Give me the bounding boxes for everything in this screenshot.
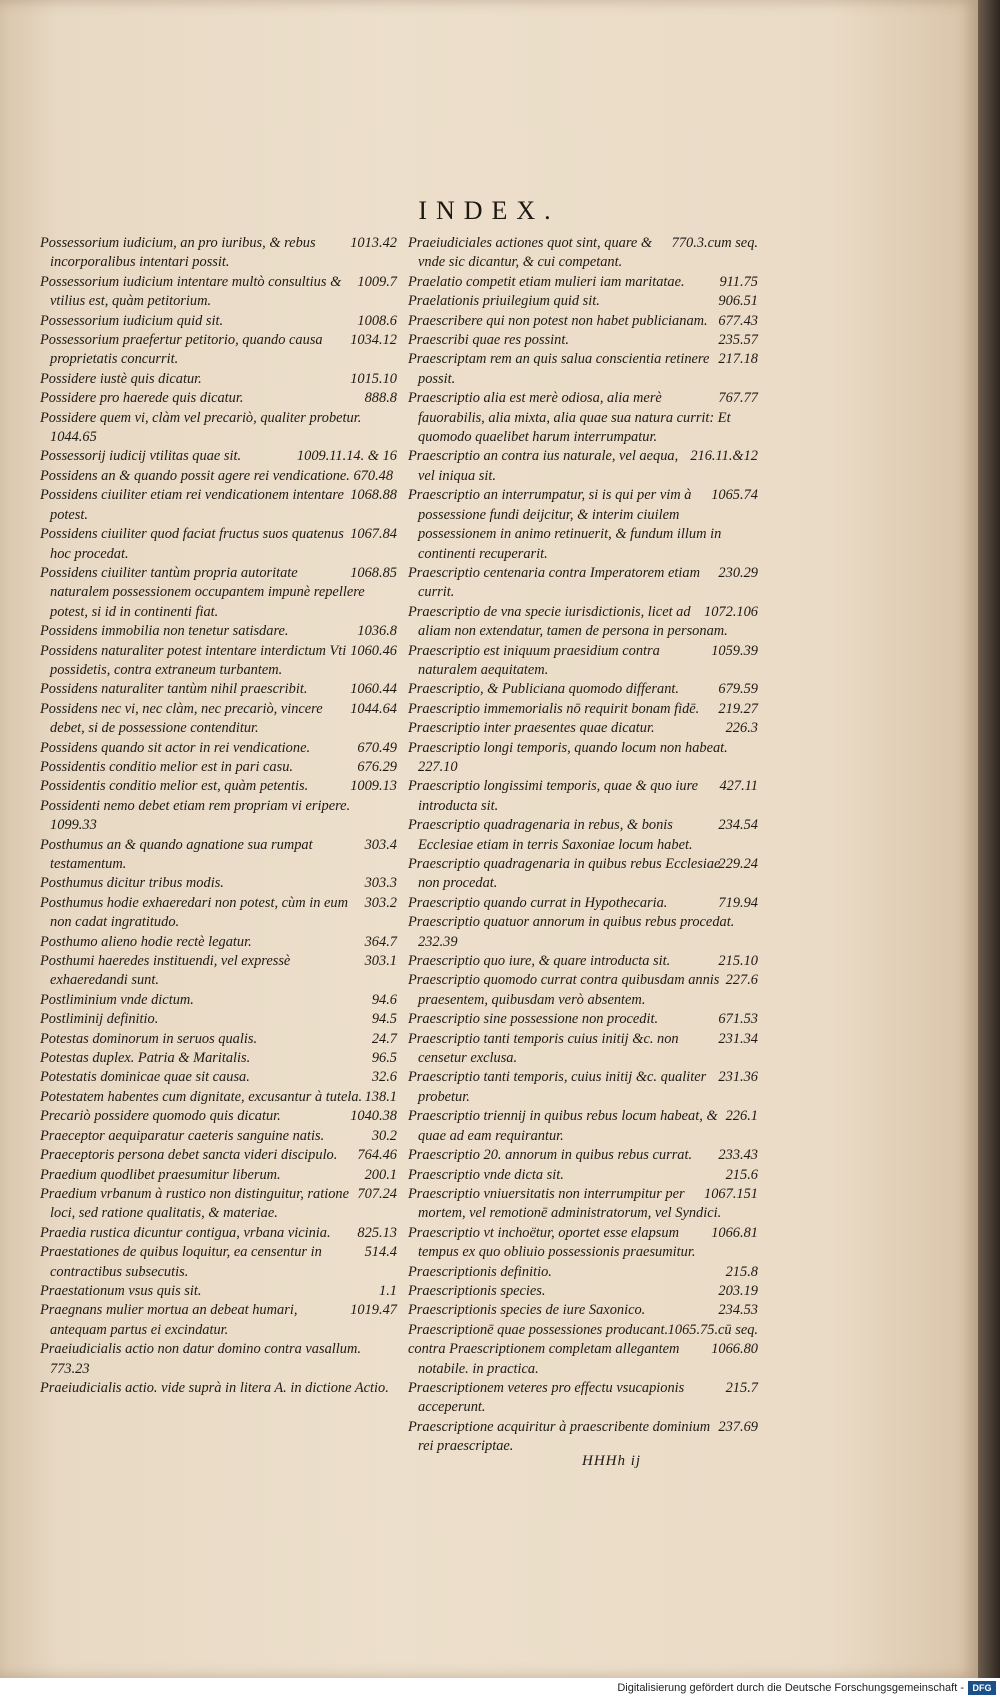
dfg-logo: DFG bbox=[968, 1681, 996, 1695]
entry-text: Praedia rustica dicuntur contigua, vrbana vicinia. bbox=[40, 1224, 331, 1241]
index-entry bbox=[408, 700, 758, 719]
index-entry bbox=[408, 1010, 758, 1029]
index-entry bbox=[40, 874, 397, 893]
entry-text: Praescriptio quadragenaria in rebus, & bonis Ecclesiae etiam in terris Saxoniae locum habet. bbox=[408, 817, 693, 853]
page-reference: 1066.80 bbox=[711, 1341, 758, 1358]
index-entry bbox=[40, 1010, 397, 1029]
page-reference: 32.6 bbox=[371, 1069, 397, 1086]
index-entry bbox=[40, 797, 397, 836]
entry-text: Praeceptoris persona debet sancta videri discipulo. bbox=[40, 1147, 338, 1164]
page-reference: 427.11 bbox=[719, 778, 758, 795]
page-reference: 227.6 bbox=[725, 972, 758, 989]
index-entry bbox=[40, 1030, 397, 1049]
page-reference: 1068.85 bbox=[350, 564, 397, 581]
page-reference: 679.59 bbox=[718, 681, 758, 698]
index-entry bbox=[40, 525, 397, 564]
entry-text: Praescriptionē quae possessiones producant. bbox=[408, 1321, 669, 1338]
entry-text: Praescriptio vt inchoëtur, oportet esse elapsum tempus ex quo obliuio possessionis praesumitur. bbox=[408, 1224, 696, 1261]
index-entry bbox=[408, 1146, 758, 1165]
footer-credit: Digitalisierung gefördert durch die Deutsche Forschungsgemeinschaft - bbox=[617, 1682, 964, 1694]
page-reference: 676.29 bbox=[357, 758, 397, 775]
entry-text: Praescriptio, & Publiciana quomodo differant. bbox=[408, 681, 680, 698]
entry-text: Potestas duplex. Patria & Maritalis. bbox=[40, 1050, 251, 1067]
page-reference: 219.27 bbox=[718, 700, 758, 717]
page-reference: 1009.11.14. & 16 bbox=[296, 448, 397, 465]
index-entry bbox=[408, 1030, 758, 1069]
index-entry bbox=[40, 1146, 397, 1165]
page-reference: 1065.75.cū seq. bbox=[667, 1321, 758, 1338]
page-reference: 1019.47 bbox=[350, 1302, 397, 1319]
page-reference: 203.19 bbox=[718, 1282, 758, 1299]
entry-text: Praestationes de quibus loquitur, ea censentur in contractibus subsecutis. bbox=[40, 1244, 322, 1280]
entry-text: Praescriptio quo iure, & quare introducta sit. bbox=[408, 953, 671, 970]
index-entry bbox=[40, 389, 397, 408]
entry-text: Possidens ciuiliter etiam rei vendicationem intentare potest. bbox=[40, 487, 344, 523]
page-reference: 888.8 bbox=[364, 390, 397, 407]
index-entry bbox=[40, 1185, 397, 1224]
entry-text: Possidens immobilia non tenetur satisdare. bbox=[40, 623, 289, 640]
signature-mark: HHHh ij bbox=[582, 1453, 642, 1469]
entry-text: Possessorij iudicij vtilitas quae sit. bbox=[40, 448, 242, 465]
page-reference: 94.5 bbox=[371, 1011, 397, 1028]
entry-text: Praescriptio triennij in quibus rebus locum habeat, & quae ad eam requirantur. bbox=[408, 1108, 718, 1144]
page-reference: 1015.10 bbox=[350, 370, 397, 387]
entry-text: Praescriptio de vna specie iurisdictionis, licet ad aliam non extendatur, tamen de persona in personam. bbox=[408, 603, 728, 640]
entry-text: Possidens nec vi, nec clàm, nec precariò, vincere debet, si de possessione contenditur. bbox=[40, 700, 323, 737]
page-reference: 514.4 bbox=[364, 1244, 397, 1261]
entry-text: Praescriptionis species. bbox=[408, 1282, 546, 1299]
page-reference: 767.77 bbox=[718, 390, 758, 407]
page-reference: 215.10 bbox=[718, 953, 758, 970]
entry-text: Possidere iustè quis dicatur. bbox=[40, 370, 202, 387]
page-reference: 1068.88 bbox=[350, 487, 397, 504]
entry-text: Praedium quodlibet praesumitur liberum. bbox=[40, 1166, 281, 1183]
page-reference: 303.2 bbox=[364, 894, 397, 911]
index-entry bbox=[408, 1166, 758, 1185]
page-reference: 24.7 bbox=[371, 1030, 397, 1047]
page-reference: 1009.13 bbox=[350, 778, 397, 795]
index-entry bbox=[408, 447, 758, 486]
entry-text: Possidentis conditio melior est in pari casu. bbox=[40, 758, 294, 775]
index-entry bbox=[40, 952, 397, 991]
index-entry bbox=[408, 486, 758, 564]
index-entry bbox=[408, 312, 758, 331]
page-reference: 1013.42 bbox=[350, 235, 397, 251]
index-entry bbox=[408, 350, 758, 389]
entry-text: Precariò possidere quomodo quis dicatur. bbox=[40, 1108, 281, 1125]
entry-text: Potestatem habentes cum dignitate, excusantur à tutela. bbox=[40, 1088, 363, 1105]
page-reference: 231.36 bbox=[718, 1069, 758, 1086]
entry-text: Praescriptionem veteres pro effectu vsucapionis acceperunt. bbox=[408, 1379, 685, 1416]
entry-text: Postliminium vnde dictum. bbox=[40, 991, 194, 1008]
index-entry bbox=[40, 312, 397, 331]
index-entry bbox=[408, 273, 758, 292]
page-reference: 303.1 bbox=[364, 953, 397, 970]
index-entry bbox=[40, 234, 397, 273]
page-reference: 1066.81 bbox=[711, 1224, 758, 1241]
entry-text: Praescriptio tanti temporis cuius initij &c. non censetur exclusa. bbox=[408, 1030, 679, 1067]
page-reference: 303.4 bbox=[364, 836, 397, 853]
index-entry bbox=[40, 894, 397, 933]
entry-text: Posthumus hodie exhaeredari non potest, cùm in eum non cadat ingratitudo. bbox=[40, 894, 349, 931]
entry-text: Praelatio competit etiam mulieri iam maritatae. bbox=[408, 273, 685, 290]
entry-text: Praestationum vsus quis sit. bbox=[40, 1282, 202, 1299]
index-entry bbox=[40, 680, 397, 699]
index-entry bbox=[408, 1068, 758, 1107]
entry-text: Praedium vrbanum à rustico non distinguitur, ratione loci, sed ratione qualitatis, & materiae. bbox=[40, 1185, 349, 1222]
entry-text: Praescriptio est iniquum praesidium contra naturalem aequitatem. bbox=[408, 642, 660, 678]
entry-text: Possidens quando sit actor in rei vendicatione. bbox=[40, 739, 311, 756]
page-reference: 226.1 bbox=[725, 1108, 758, 1125]
entry-text: Posthumo alieno hodie rectè legatur. bbox=[40, 933, 252, 950]
page-reference: 1059.39 bbox=[711, 642, 758, 659]
entry-text: Praescribere qui non potest non habet publicianam. bbox=[408, 312, 708, 329]
page-reference: 233.43 bbox=[718, 1147, 758, 1164]
index-entry bbox=[40, 1049, 397, 1068]
index-entry bbox=[40, 564, 397, 622]
index-entry bbox=[40, 370, 397, 389]
index-entry bbox=[408, 739, 758, 778]
index-entry bbox=[40, 739, 397, 758]
page-reference: 229.24 bbox=[718, 856, 758, 872]
index-entry bbox=[408, 1340, 758, 1379]
page-reference: 96.5 bbox=[371, 1050, 397, 1067]
index-entry bbox=[40, 933, 397, 952]
index-entry bbox=[40, 1088, 397, 1107]
entry-text: Praescriptio tanti temporis, cuius initij &c. qualiter probetur. bbox=[408, 1069, 707, 1105]
entry-text: Praescriptam rem an quis salua conscientia retinere possit. bbox=[408, 351, 710, 387]
page-reference: 303.3 bbox=[364, 875, 397, 892]
page-reference: 237.69 bbox=[718, 1418, 758, 1435]
page-edge bbox=[978, 0, 1000, 1678]
index-entry bbox=[408, 1263, 758, 1282]
page-reference: 94.6 bbox=[371, 991, 397, 1008]
page-reference: 825.13 bbox=[357, 1224, 397, 1241]
page-reference: 215.6 bbox=[725, 1166, 758, 1183]
entry-text: Praescriptione acquiritur à praescribente dominium rei praescriptae. bbox=[408, 1418, 711, 1455]
entry-text: Possessorium iudicium intentare multò consultius & vtilius est, quàm petitorium. bbox=[40, 273, 342, 310]
index-entry bbox=[40, 1340, 397, 1379]
entry-text: Praegnans mulier mortua an debeat humari, antequam partus ei excindatur. bbox=[40, 1302, 298, 1338]
entry-text: Posthumi haeredes instituendi, vel expressè exhaeredandi sunt. bbox=[40, 953, 291, 989]
index-entry bbox=[408, 564, 758, 603]
page-reference: 217.18 bbox=[718, 351, 758, 368]
page-reference: 200.1 bbox=[364, 1166, 397, 1183]
page-reference: 719.94 bbox=[718, 894, 758, 911]
index-entry bbox=[40, 991, 397, 1010]
page-reference: 764.46 bbox=[357, 1147, 397, 1164]
index-entry bbox=[40, 1107, 397, 1126]
page-reference: 1060.44 bbox=[350, 681, 397, 698]
index-entry bbox=[408, 680, 758, 699]
index-entry bbox=[408, 603, 758, 642]
entry-text: Praescriptio quadragenaria in quibus rebus Ecclesiae non procedat. bbox=[408, 856, 721, 892]
page-reference: 670.49 bbox=[357, 739, 397, 756]
index-entry bbox=[408, 913, 758, 952]
digitization-footer bbox=[0, 1678, 1000, 1699]
right-column bbox=[408, 234, 758, 1457]
page-reference: 671.53 bbox=[718, 1011, 758, 1028]
entry-text: Postliminij definitio. bbox=[40, 1011, 159, 1028]
page-reference: 215.7 bbox=[725, 1379, 758, 1396]
page-reference: 1034.12 bbox=[350, 332, 397, 349]
index-entry bbox=[40, 1224, 397, 1243]
page-reference: 1067.84 bbox=[350, 526, 397, 543]
entry-text: Praescriptio quatuor annorum in quibus rebus procedat. 232.39 bbox=[408, 914, 735, 950]
index-entry bbox=[40, 1301, 397, 1340]
entry-text: Possidens naturaliter tantùm nihil praescribit. bbox=[40, 681, 308, 698]
page-reference: 911.75 bbox=[719, 273, 758, 290]
entry-text: Possidere quem vi, clàm vel precariò, qualiter probetur. 1044.65 bbox=[40, 409, 362, 446]
page-reference: 1040.38 bbox=[350, 1108, 397, 1125]
entry-text: Praescriptio inter praesentes quae dicatur. bbox=[408, 720, 655, 737]
entry-text: Praeiudicialis actio. vide suprà in litera A. in dictione Actio. bbox=[40, 1379, 389, 1396]
entry-text: Possidens ciuiliter tantùm propria autoritate naturalem possessionem occupantem impunè repellere potest, si id in continenti fiat. bbox=[40, 564, 365, 620]
index-entry bbox=[408, 331, 758, 350]
index-entry bbox=[408, 1418, 758, 1457]
index-entry bbox=[408, 894, 758, 913]
index-entry bbox=[408, 855, 758, 894]
entry-text: contra Praescriptionem completam allegantem notabile. in practica. bbox=[408, 1341, 680, 1377]
index-entry bbox=[40, 758, 397, 777]
entry-text: Possidens ciuiliter quod faciat fructus suos quatenus hoc procedat. bbox=[40, 526, 344, 562]
entry-text: Praescribi quae res possint. bbox=[408, 332, 569, 349]
entry-text: Posthumus dicitur tribus modis. bbox=[40, 875, 224, 892]
index-entry bbox=[40, 467, 397, 486]
entry-text: Potestatis dominicae quae sit causa. bbox=[40, 1069, 250, 1086]
index-entry bbox=[40, 331, 397, 370]
entry-text: Praeiudiciales actiones quot sint, quare & vnde sic dicantur, & cui competant. bbox=[408, 235, 653, 271]
page-reference: 1067.151 bbox=[704, 1185, 758, 1202]
entry-text: Praescriptio quomodo currat contra quibusdam annis praesentem, quibusdam verò absentem. bbox=[408, 972, 720, 1008]
index-entry bbox=[408, 1282, 758, 1301]
page-reference: 1072.106 bbox=[704, 603, 758, 620]
index-entry bbox=[408, 952, 758, 971]
page-reference: 1065.74 bbox=[711, 487, 758, 504]
entry-text: Praescriptio longi temporis, quando locum non habeat. 227.10 bbox=[408, 739, 728, 775]
page-reference: 1008.6 bbox=[357, 312, 397, 329]
entry-text: Praelationis priuilegium quid sit. bbox=[408, 293, 600, 310]
page-reference: 1060.46 bbox=[350, 642, 397, 659]
index-entry bbox=[40, 836, 397, 875]
entry-text: Possidenti nemo debet etiam rem propriam vi eripere. 1099.33 bbox=[40, 797, 351, 834]
index-entry bbox=[408, 777, 758, 816]
page-reference: 30.2 bbox=[371, 1127, 397, 1144]
page-reference: 364.7 bbox=[364, 933, 397, 950]
entry-text: Possessorium iudicium quid sit. bbox=[40, 312, 224, 329]
left-column bbox=[40, 234, 397, 1398]
page-reference: 138.1 bbox=[364, 1088, 397, 1105]
index-entry bbox=[408, 642, 758, 681]
index-entry bbox=[408, 816, 758, 855]
entry-text: Posthumus an & quando agnatione sua rumpat testamentum. bbox=[40, 836, 313, 872]
page-reference: 1036.8 bbox=[357, 623, 397, 640]
page-reference: 906.51 bbox=[718, 293, 758, 310]
index-entry bbox=[40, 700, 397, 739]
entry-text: Possidentis conditio melior est, quàm petentis. bbox=[40, 778, 309, 795]
page-reference: 707.24 bbox=[357, 1185, 397, 1202]
page-reference: 770.3.cum seq. bbox=[671, 235, 758, 251]
index-entry bbox=[408, 389, 758, 447]
index-entry bbox=[40, 273, 397, 312]
index-entry bbox=[40, 447, 397, 466]
page-reference: 234.53 bbox=[718, 1302, 758, 1319]
index-entry bbox=[408, 1107, 758, 1146]
index-entry bbox=[408, 1185, 758, 1224]
index-entry bbox=[40, 1379, 397, 1398]
index-entry bbox=[40, 1166, 397, 1185]
index-entry bbox=[40, 1282, 397, 1301]
page-reference: 226.3 bbox=[725, 720, 758, 737]
index-entry bbox=[408, 234, 758, 273]
index-entry bbox=[40, 622, 397, 641]
entry-text: Possessorium iudicium, an pro iuribus, & rebus incorporalibus intentari possit. bbox=[40, 235, 316, 271]
index-entry bbox=[40, 1068, 397, 1087]
index-entry bbox=[408, 971, 758, 1010]
index-entry bbox=[408, 292, 758, 311]
index-entry bbox=[40, 642, 397, 681]
index-entry bbox=[408, 1379, 758, 1418]
entry-text: Praeceptor aequiparatur caeteris sanguine natis. bbox=[40, 1127, 325, 1144]
entry-text: Potestas dominorum in seruos qualis. bbox=[40, 1030, 258, 1047]
page-reference: 235.57 bbox=[718, 332, 758, 349]
entry-text: Praescriptio 20. annorum in quibus rebus currat. bbox=[408, 1147, 693, 1164]
entry-text: Praescriptio alia est merè odiosa, alia merè fauorabilis, alia mixta, alia quae sua natura currit: Et quomodo quaelibet harum interrumpatur. bbox=[408, 390, 731, 446]
entry-text: Praescriptio centenaria contra Imperatorem etiam currit. bbox=[408, 564, 701, 601]
entry-text: Praescriptio immemorialis nō requirit bonam fidē. bbox=[408, 700, 700, 717]
entry-text: Possidens an & quando possit agere rei vendicatione. 670.48 bbox=[40, 467, 394, 484]
entry-text: Possidere pro haerede quis dicatur. bbox=[40, 390, 244, 407]
entry-text: Possidens naturaliter potest intentare interdictum Vti possidetis, contra extraneum turbantem. bbox=[40, 642, 347, 678]
page-reference: 230.29 bbox=[718, 564, 758, 581]
entry-text: Praescriptio an interrumpatur, si is qui per vim à possessione fundi deijcitur, & interim ciuilem possessionem in animo retinuerit, & fundum illum in continenti recuperarit. bbox=[408, 487, 722, 562]
entry-text: Possessorium praefertur petitorio, quando causa proprietatis concurrit. bbox=[40, 332, 323, 368]
index-entry bbox=[408, 719, 758, 738]
index-entry bbox=[408, 1224, 758, 1263]
index-entry bbox=[40, 1243, 397, 1282]
entry-text: Praescriptio longissimi temporis, quae & quo iure introducta sit. bbox=[408, 778, 699, 814]
index-entry bbox=[408, 1321, 758, 1340]
entry-text: Praescriptio an contra ius naturale, vel aequa, vel iniqua sit. bbox=[408, 448, 679, 484]
entry-text: Praescriptionis definitio. bbox=[408, 1263, 552, 1280]
index-entry bbox=[40, 777, 397, 796]
entry-text: Praescriptio vnde dicta sit. bbox=[408, 1166, 564, 1183]
page-reference: 215.8 bbox=[725, 1263, 758, 1280]
page-reference: 231.34 bbox=[718, 1030, 758, 1047]
index-entry bbox=[40, 409, 397, 448]
page-reference: 1009.7 bbox=[357, 273, 397, 290]
entry-text: Praescriptionis species de iure Saxonico. bbox=[408, 1302, 646, 1319]
page-reference: 216.11.&12 bbox=[690, 448, 758, 465]
page-reference: 677.43 bbox=[718, 312, 758, 329]
index-entry bbox=[40, 1127, 397, 1146]
entry-text: Praeiudicialis actio non datur domino contra vasallum. 773.23 bbox=[40, 1341, 361, 1377]
index-entry bbox=[408, 1301, 758, 1320]
index-heading: INDEX. bbox=[418, 196, 560, 225]
index-entry bbox=[40, 486, 397, 525]
entry-text: Praescriptio sine possessione non procedit. bbox=[408, 1011, 659, 1028]
entry-text: Praescriptio vniuersitatis non interrumpitur per mortem, vel remotionē administratorum, vel Syndici. bbox=[408, 1185, 722, 1222]
page-reference: 234.54 bbox=[718, 817, 758, 834]
entry-text: Praescriptio quando currat in Hypothecaria. bbox=[408, 894, 668, 911]
page-reference: 1044.64 bbox=[350, 700, 397, 717]
page-reference: 1.1 bbox=[379, 1282, 397, 1299]
